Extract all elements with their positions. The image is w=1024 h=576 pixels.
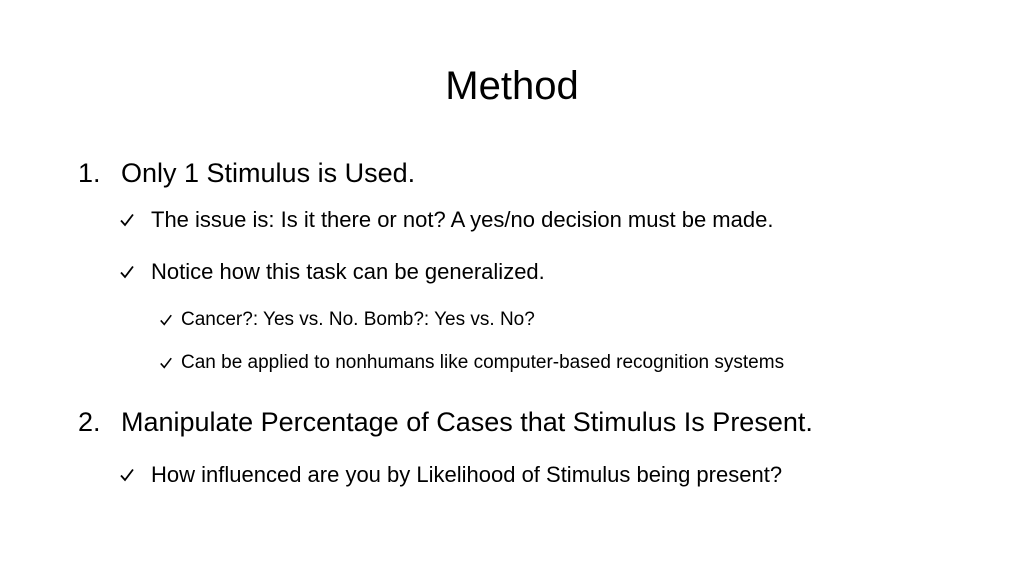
sub-sub-item bbox=[159, 308, 979, 332]
item-text: Manipulate Percentage of Cases that Stimulus Is Present. bbox=[121, 407, 813, 437]
check-icon bbox=[119, 264, 135, 280]
check-icon bbox=[159, 313, 173, 327]
slide-title: Method bbox=[445, 64, 579, 108]
sub-item bbox=[119, 206, 979, 234]
sub-sub-item-text: Cancer?: Yes vs. No. Bomb?: Yes vs. No? bbox=[181, 309, 535, 330]
numbered-item-2 bbox=[78, 406, 978, 438]
check-icon bbox=[119, 212, 135, 228]
item-text: Only 1 Stimulus is Used. bbox=[121, 158, 416, 188]
sub-item-text: How influenced are you by Likelihood of Stimulus being present? bbox=[151, 462, 783, 487]
check-icon bbox=[159, 356, 173, 370]
sub-item bbox=[119, 461, 979, 489]
sub-item-text: The issue is: Is it there or not? A yes/no decision must be made. bbox=[151, 207, 774, 232]
check-icon bbox=[119, 467, 135, 483]
sub-item-text: Notice how this task can be generalized. bbox=[151, 259, 545, 284]
numbered-item-1 bbox=[78, 157, 678, 189]
item-number: 2. bbox=[78, 407, 101, 437]
item-number: 1. bbox=[78, 158, 101, 188]
sub-sub-item bbox=[159, 351, 979, 375]
sub-item bbox=[119, 258, 979, 286]
sub-sub-item-text: Can be applied to nonhumans like computer-based recognition systems bbox=[181, 352, 785, 373]
